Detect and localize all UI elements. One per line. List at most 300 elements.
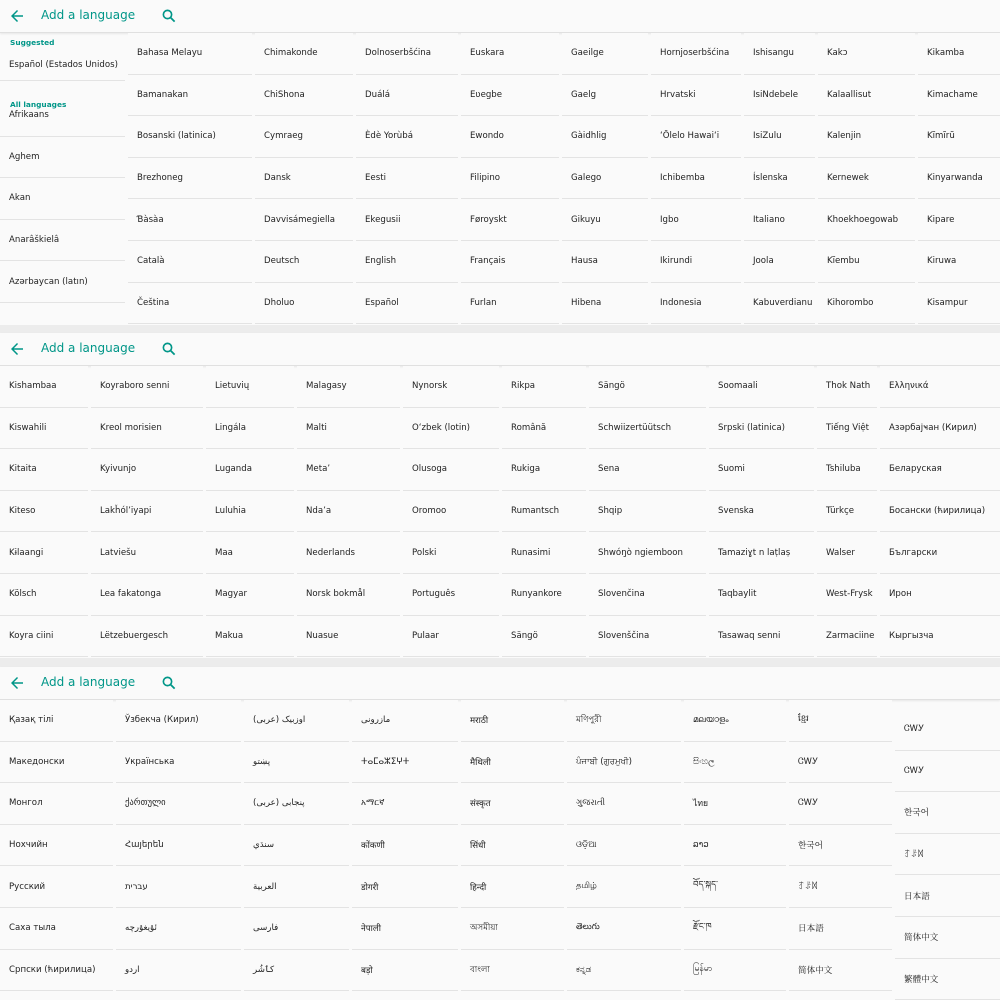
language-item[interactable] (817, 616, 877, 658)
language-item[interactable] (589, 491, 706, 533)
language-item[interactable] (461, 33, 559, 75)
language-item[interactable] (461, 866, 564, 908)
language-item[interactable] (206, 366, 294, 408)
language-item[interactable] (403, 574, 499, 616)
language-item[interactable] (709, 491, 814, 533)
language-label: ꆈꌠꉙ (798, 882, 819, 893)
page-title: Add a language (41, 341, 136, 355)
language-item[interactable] (562, 158, 648, 200)
language-label: ⵜⴰⵎⴰⵣⵉⵖⵜ (361, 756, 410, 767)
language-item[interactable] (789, 908, 892, 950)
language-label: Latviešu (100, 547, 137, 558)
language-label: Русский (9, 881, 46, 892)
language-item[interactable] (0, 532, 88, 574)
language-label: Soomaali (718, 381, 758, 392)
language-item[interactable] (880, 366, 1000, 408)
language-item[interactable] (0, 491, 88, 533)
language-item[interactable] (651, 283, 741, 325)
language-item[interactable] (91, 366, 203, 408)
language-item[interactable] (352, 825, 458, 867)
language-label: মণিপুরী (576, 715, 602, 726)
language-item[interactable] (744, 75, 815, 117)
language-label: नेपाली (361, 924, 381, 935)
language-label: Kabuverdianu (753, 297, 813, 308)
language-item[interactable] (744, 158, 815, 200)
language-item[interactable] (128, 158, 252, 200)
language-item[interactable] (255, 158, 353, 200)
language-item[interactable] (461, 783, 564, 825)
language-label: Eʋegbe (470, 89, 503, 100)
language-item[interactable] (789, 866, 892, 908)
language-item[interactable] (0, 178, 125, 220)
language-item[interactable] (895, 959, 1000, 1000)
language-item[interactable] (744, 283, 815, 325)
language-item[interactable] (0, 700, 113, 742)
language-item[interactable] (128, 241, 252, 283)
language-label: Ewondo (470, 131, 504, 142)
language-item[interactable] (684, 908, 786, 950)
language-label: Runasimi (511, 547, 551, 558)
language-item[interactable] (567, 950, 681, 992)
language-label: Türkçe (826, 506, 855, 517)
language-item[interactable] (297, 574, 400, 616)
language-item[interactable] (116, 700, 241, 742)
language-item[interactable] (567, 866, 681, 908)
language-item[interactable] (817, 491, 877, 533)
language-label: ᏣᎳᎩ (904, 765, 925, 776)
language-item[interactable] (0, 783, 113, 825)
language-item[interactable] (297, 491, 400, 533)
language-item[interactable] (562, 199, 648, 241)
language-item[interactable] (0, 950, 113, 992)
language-item[interactable] (651, 158, 741, 200)
language-label: IsiNdebele (753, 89, 798, 100)
language-item[interactable] (684, 742, 786, 784)
language-label: Kimachame (927, 89, 978, 100)
language-item[interactable] (461, 75, 559, 117)
language-item[interactable] (116, 866, 241, 908)
language-item[interactable] (567, 783, 681, 825)
language-item[interactable] (818, 158, 915, 200)
language-item[interactable] (461, 283, 559, 325)
language-label: ລາວ (693, 840, 709, 851)
language-item[interactable] (567, 742, 681, 784)
language-label: Deutsch (264, 256, 300, 267)
language-item[interactable] (244, 783, 349, 825)
language-item[interactable] (895, 709, 1000, 751)
language-label: Akan (9, 193, 31, 204)
language-label: Dholuo (264, 297, 295, 308)
language-item[interactable] (461, 908, 564, 950)
language-item[interactable] (918, 241, 1000, 283)
app-bar (0, 667, 1000, 700)
language-item[interactable] (244, 700, 349, 742)
language-label: Gaeilge (571, 48, 604, 59)
language-item[interactable] (356, 33, 458, 75)
language-item[interactable] (0, 574, 88, 616)
language-item[interactable] (895, 875, 1000, 917)
language-label: Азәрбајҹан (Кирил) (889, 422, 977, 433)
language-item[interactable] (502, 616, 586, 658)
language-label: Sena (598, 464, 620, 475)
language-label: Walser (826, 547, 855, 558)
language-label: Malti (306, 422, 327, 433)
language-item[interactable] (244, 866, 349, 908)
language-item[interactable] (895, 792, 1000, 834)
language-item[interactable] (255, 199, 353, 241)
language-label: ꆈꌠꉙ (904, 849, 925, 860)
language-label: മലയാളം (693, 715, 729, 726)
language-label: རྫོང་ཁ (693, 921, 712, 932)
language-label: 한국어 (798, 841, 823, 852)
language-item[interactable] (502, 366, 586, 408)
language-label: Kalaallisut (827, 89, 872, 100)
language-item[interactable] (918, 199, 1000, 241)
back-arrow-icon[interactable] (8, 7, 26, 25)
language-item[interactable] (567, 908, 681, 950)
language-item[interactable] (244, 825, 349, 867)
language-item[interactable] (352, 866, 458, 908)
language-item[interactable] (880, 449, 1000, 491)
language-label: Eesti (365, 173, 386, 184)
language-label: Cymraeg (264, 131, 303, 142)
language-label: پښتو (253, 756, 271, 767)
language-item[interactable] (0, 137, 125, 179)
language-label: Slovenščina (598, 630, 650, 641)
back-arrow-icon[interactable] (8, 340, 26, 358)
language-item[interactable] (255, 116, 353, 158)
language-item[interactable] (0, 742, 113, 784)
panel-1 (0, 0, 1000, 325)
language-item[interactable] (589, 574, 706, 616)
language-item[interactable] (128, 75, 252, 117)
language-item[interactable] (744, 241, 815, 283)
language-item[interactable] (684, 700, 786, 742)
language-item[interactable] (918, 33, 1000, 75)
language-item[interactable] (0, 49, 125, 81)
language-item[interactable] (403, 491, 499, 533)
language-item[interactable] (895, 917, 1000, 959)
language-label: Dansk (264, 173, 291, 184)
language-item[interactable] (116, 950, 241, 992)
language-item[interactable] (206, 491, 294, 533)
language-item[interactable] (255, 33, 353, 75)
language-item[interactable] (116, 908, 241, 950)
search-icon[interactable] (160, 674, 178, 692)
language-item[interactable] (651, 116, 741, 158)
language-label: IsiZulu (753, 131, 782, 142)
language-item[interactable] (818, 75, 915, 117)
language-item[interactable] (0, 261, 125, 303)
language-item[interactable] (709, 408, 814, 450)
language-item[interactable] (255, 241, 353, 283)
language-label: संस्कृत (470, 799, 491, 810)
language-label: Slovenčina (598, 589, 645, 600)
language-item[interactable] (356, 241, 458, 283)
language-item[interactable] (356, 158, 458, 200)
language-item[interactable] (128, 199, 252, 241)
language-item[interactable] (744, 116, 815, 158)
language-label: Tiếng Việt (826, 422, 870, 433)
language-item[interactable] (651, 241, 741, 283)
language-item[interactable] (789, 742, 892, 784)
language-label: Kinyarwanda (927, 173, 983, 184)
language-label: ChiShona (264, 89, 305, 100)
language-item[interactable] (297, 408, 400, 450)
language-item[interactable] (91, 408, 203, 450)
language-item[interactable] (403, 366, 499, 408)
language-item[interactable] (0, 908, 113, 950)
language-item[interactable] (206, 574, 294, 616)
language-item[interactable] (918, 75, 1000, 117)
language-item[interactable] (589, 408, 706, 450)
search-icon[interactable] (160, 7, 178, 25)
language-item[interactable] (684, 866, 786, 908)
language-item[interactable] (206, 616, 294, 658)
language-item[interactable] (461, 199, 559, 241)
language-item[interactable] (818, 33, 915, 75)
language-item[interactable] (817, 366, 877, 408)
language-item[interactable] (356, 75, 458, 117)
language-item[interactable] (709, 366, 814, 408)
language-item[interactable] (895, 834, 1000, 876)
panel-3 (0, 667, 1000, 1000)
language-item[interactable] (502, 408, 586, 450)
language-item[interactable] (0, 449, 88, 491)
language-label: Kikamba (927, 48, 965, 59)
language-item[interactable] (880, 616, 1000, 658)
language-item[interactable] (502, 574, 586, 616)
language-item[interactable] (297, 532, 400, 574)
language-label: Pulaar (412, 630, 439, 641)
language-item[interactable] (589, 616, 706, 658)
language-item[interactable] (0, 366, 88, 408)
language-item[interactable] (403, 449, 499, 491)
language-item[interactable] (352, 950, 458, 992)
language-item[interactable] (789, 700, 892, 742)
language-label: Kitaita (9, 464, 37, 475)
language-label: తెలుగు (576, 922, 600, 933)
language-item[interactable] (817, 574, 877, 616)
language-label: सिंधी (470, 841, 486, 852)
back-arrow-icon[interactable] (8, 674, 26, 692)
language-item[interactable] (789, 783, 892, 825)
language-label: العربية (253, 881, 277, 892)
language-item[interactable] (0, 616, 88, 658)
language-label: سنڌي (253, 840, 275, 851)
language-label: தமிழ் (576, 881, 597, 892)
language-item[interactable] (789, 950, 892, 992)
language-item[interactable] (352, 783, 458, 825)
language-item[interactable] (684, 783, 786, 825)
language-item[interactable] (918, 283, 1000, 325)
language-item[interactable] (255, 283, 353, 325)
language-item[interactable] (744, 33, 815, 75)
search-icon[interactable] (160, 340, 178, 358)
language-item[interactable] (589, 366, 706, 408)
language-label: हिन्दी (470, 882, 487, 893)
language-item[interactable] (709, 574, 814, 616)
language-item[interactable] (502, 449, 586, 491)
language-label: Lakȟólʼiyapi (100, 506, 152, 517)
language-item[interactable] (709, 449, 814, 491)
language-label: Ekegusii (365, 214, 401, 225)
language-item[interactable] (880, 532, 1000, 574)
language-item[interactable] (817, 449, 877, 491)
language-item[interactable] (116, 825, 241, 867)
language-item[interactable] (0, 866, 113, 908)
language-label: Kiteso (9, 506, 36, 517)
language-label: Svenska (718, 506, 754, 517)
language-item[interactable] (91, 616, 203, 658)
language-label: Thok Nath (826, 381, 871, 392)
language-item[interactable] (206, 449, 294, 491)
language-item[interactable] (356, 283, 458, 325)
language-label: Taqbaylit (718, 589, 757, 600)
language-item[interactable] (356, 116, 458, 158)
language-item[interactable] (562, 283, 648, 325)
language-item[interactable] (562, 75, 648, 117)
language-label: Luganda (215, 464, 252, 475)
language-item[interactable] (352, 700, 458, 742)
language-item[interactable] (461, 700, 564, 742)
language-label: डोगरी (361, 882, 379, 893)
language-label: བོད་སྐད་ (693, 880, 718, 891)
language-item[interactable] (918, 116, 1000, 158)
language-item[interactable] (562, 116, 648, 158)
language-item[interactable] (817, 408, 877, 450)
language-label: Koyraboro senni (100, 381, 170, 392)
language-label: Magyar (215, 589, 248, 600)
language-label: Kalenjin (827, 131, 862, 142)
language-item[interactable] (461, 950, 564, 992)
language-label: Dolnoserbšćina (365, 48, 432, 59)
language-item[interactable] (818, 283, 915, 325)
language-item[interactable] (255, 75, 353, 117)
language-item[interactable] (0, 220, 125, 262)
language-item[interactable] (461, 158, 559, 200)
language-label: Кыргызча (889, 630, 934, 641)
language-item[interactable] (116, 783, 241, 825)
language-item[interactable] (128, 116, 252, 158)
language-item[interactable] (403, 408, 499, 450)
language-label: Français (470, 256, 506, 267)
language-item[interactable] (818, 116, 915, 158)
language-item[interactable] (562, 33, 648, 75)
language-item[interactable] (589, 532, 706, 574)
language-item[interactable] (817, 532, 877, 574)
language-item[interactable] (461, 116, 559, 158)
language-item[interactable] (918, 158, 1000, 200)
language-item[interactable] (502, 532, 586, 574)
language-label: Hrvatski (660, 89, 696, 100)
language-label: Lëtzebuergesch (100, 630, 169, 641)
language-item[interactable] (244, 742, 349, 784)
language-item[interactable] (818, 241, 915, 283)
language-item[interactable] (356, 199, 458, 241)
language-item[interactable] (562, 241, 648, 283)
language-item[interactable] (818, 199, 915, 241)
language-item[interactable] (567, 700, 681, 742)
language-label: Kyivunjo (100, 464, 137, 475)
language-item[interactable] (895, 751, 1000, 793)
language-item[interactable] (461, 825, 564, 867)
language-item[interactable] (684, 950, 786, 992)
language-item[interactable] (789, 825, 892, 867)
language-item[interactable] (297, 616, 400, 658)
language-item[interactable] (91, 532, 203, 574)
language-item[interactable] (91, 574, 203, 616)
language-item[interactable] (0, 408, 88, 450)
language-item[interactable] (128, 33, 252, 75)
language-item[interactable] (403, 616, 499, 658)
language-item[interactable] (880, 408, 1000, 450)
language-label: Norsk bokmål (306, 589, 366, 600)
language-label: اردو (125, 964, 140, 975)
language-item[interactable] (206, 408, 294, 450)
language-grid (0, 33, 1000, 325)
language-item[interactable] (651, 199, 741, 241)
language-item[interactable] (352, 742, 458, 784)
language-item[interactable] (352, 908, 458, 950)
language-label: मराठी (470, 716, 489, 727)
language-item[interactable] (206, 532, 294, 574)
language-label: ಕನ್ನಡ (576, 964, 592, 975)
language-label: Aghem (9, 151, 40, 162)
language-label: Kreol morisien (100, 422, 162, 433)
language-item[interactable] (651, 33, 741, 75)
language-item[interactable] (297, 366, 400, 408)
language-item[interactable] (651, 75, 741, 117)
language-label: Føroyskt (470, 214, 507, 225)
language-item[interactable] (709, 532, 814, 574)
language-label: پنجابی (عربی) (253, 798, 305, 809)
section-label-all-languages: All languages (10, 100, 67, 109)
language-item[interactable] (684, 825, 786, 867)
language-item[interactable] (297, 449, 400, 491)
language-item[interactable] (461, 742, 564, 784)
language-item[interactable] (709, 616, 814, 658)
language-item[interactable] (128, 283, 252, 325)
language-label: සිංහල (693, 756, 715, 767)
panel-2 (0, 333, 1000, 658)
language-label: Makua (215, 630, 244, 641)
language-label: Rukiga (511, 464, 541, 475)
language-item[interactable] (244, 908, 349, 950)
language-label: Schwiizertüütsch (598, 422, 672, 433)
language-item[interactable] (461, 241, 559, 283)
language-item[interactable] (116, 742, 241, 784)
language-label: 繁體中文 (904, 974, 939, 985)
language-item[interactable] (91, 491, 203, 533)
language-label: Kĩembu (827, 256, 860, 267)
language-item[interactable] (880, 491, 1000, 533)
language-item[interactable] (567, 825, 681, 867)
language-item[interactable] (91, 449, 203, 491)
language-item[interactable] (502, 491, 586, 533)
language-grid (0, 366, 1000, 658)
language-label: 日本語 (798, 924, 824, 935)
language-item[interactable] (244, 950, 349, 992)
language-item[interactable] (880, 574, 1000, 616)
language-label: Українська (125, 756, 175, 767)
language-label: Bamanakan (137, 89, 189, 100)
language-item[interactable] (589, 449, 706, 491)
language-item[interactable] (744, 199, 815, 241)
language-item[interactable] (403, 532, 499, 574)
language-item[interactable] (0, 825, 113, 867)
language-label: Srpski (latinica) (718, 422, 785, 433)
